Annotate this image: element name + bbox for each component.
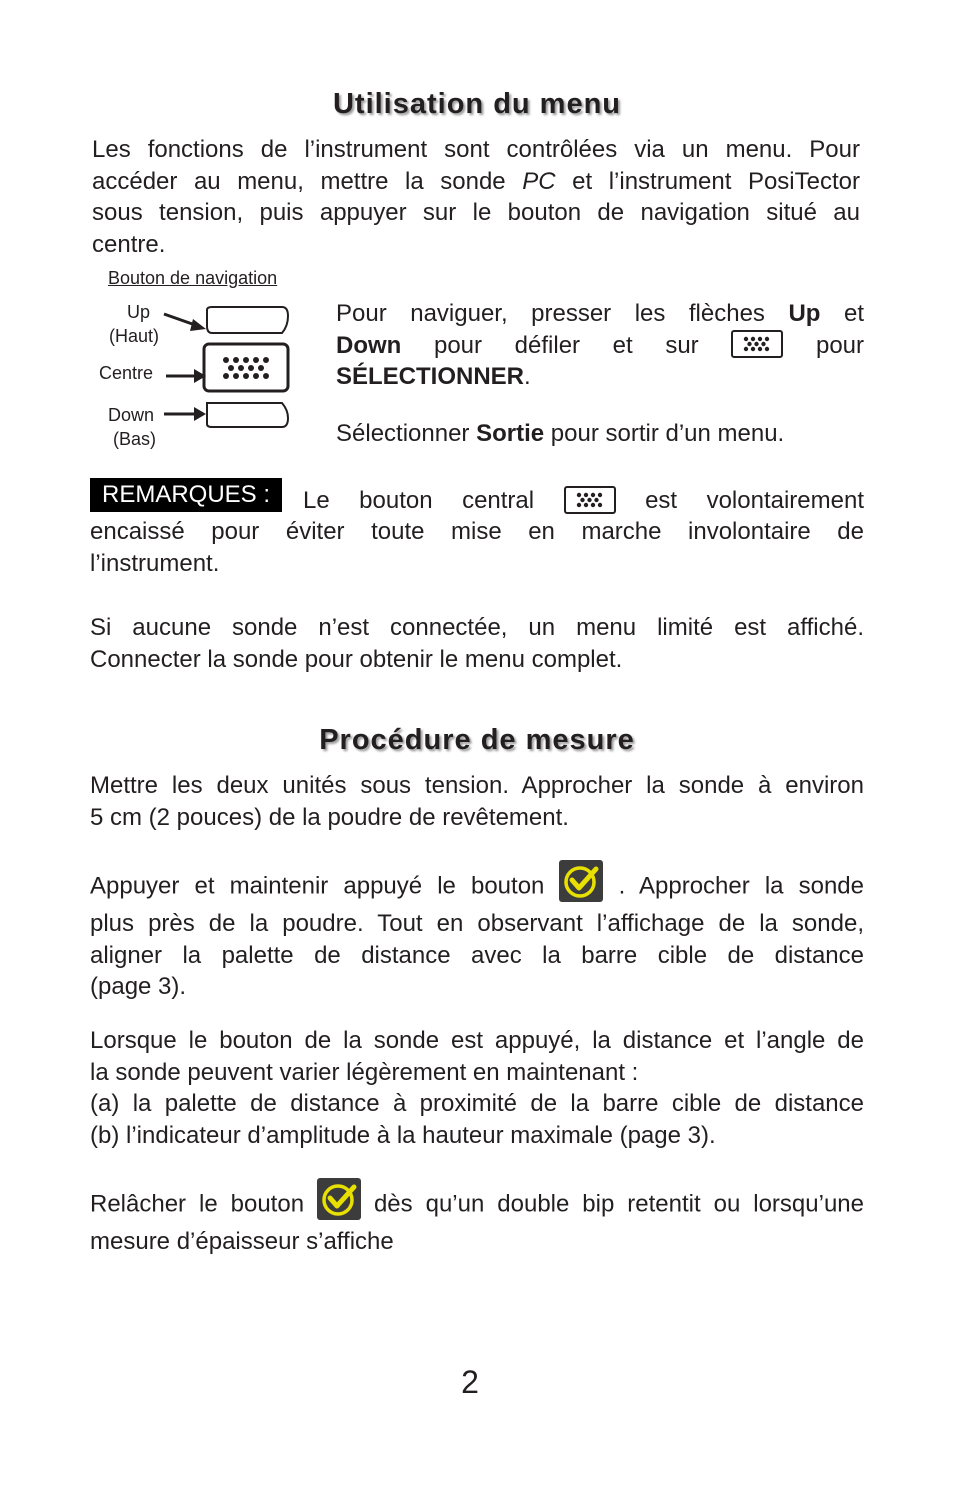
up-button-shape bbox=[207, 307, 288, 333]
nav-line-1: Pour naviguer, presser les flèches Up et bbox=[336, 300, 865, 327]
page-number: 2 bbox=[461, 1364, 479, 1400]
label-up-fr: (Haut) bbox=[109, 326, 160, 346]
intro-line-1: Les fonctions de l’instrument sont contrôlées via un menu. Pour bbox=[92, 136, 860, 163]
nav-line-2: Down pour défiler et sur pour bbox=[336, 331, 865, 359]
notes-line-1: Le bouton central est volontairement bbox=[303, 487, 864, 514]
intro-line-3: sous tension, puis appuyer sur le bouton de navigation situé au bbox=[92, 199, 860, 226]
procedure-paragraph-2: Appuyer et maintenir appuyé le bouton . Approcher la sonde plus près de la poudre. Tout en observant l’affichage de la sonde, aligner la palette de distance avec la barre cible de distance (page 3). bbox=[90, 866, 864, 1003]
section-title-menu: Utilisation du menu bbox=[332, 88, 622, 120]
label-center: Centre bbox=[99, 363, 154, 383]
check-button-icon bbox=[559, 860, 603, 902]
navigation-button-diagram bbox=[160, 300, 295, 435]
p2-line-1: Appuyer et maintenir appuyé le bouton . Approcher la sonde bbox=[90, 866, 864, 908]
intro-line-2: accéder au menu, mettre la sonde PC et l’instrument PosiTector bbox=[92, 167, 860, 195]
label-up: Up bbox=[127, 302, 151, 322]
center-button-shape bbox=[204, 344, 288, 391]
label-down: Down bbox=[108, 405, 155, 425]
procedure-paragraph-4: Relâcher le bouton dès qu’un double bip retentit ou lorsqu’une mesure d’épaisseur s’affiche bbox=[90, 1184, 864, 1258]
intro-paragraph bbox=[92, 134, 860, 260]
probe-note-paragraph: Si aucune sonde n’est connectée, un menu limité est affiché. Connecter la sonde pour obtenir le menu complet. bbox=[90, 614, 864, 673]
check-button-icon-2 bbox=[317, 1178, 361, 1220]
center-button-icon bbox=[564, 486, 616, 514]
procedure-paragraph-1: Mettre les deux unités sous tension. Approcher la sonde à environ 5 cm (2 pouces) de la poudre de revêtement. bbox=[90, 772, 864, 831]
diagram-caption: Bouton de navigation bbox=[108, 268, 278, 288]
navigation-instructions bbox=[336, 298, 864, 393]
select-button-icon bbox=[731, 330, 783, 358]
down-button-shape bbox=[207, 403, 288, 427]
intro-line-4: centre. bbox=[92, 230, 166, 258]
label-down-fr: (Bas) bbox=[113, 429, 157, 449]
notes-paragraph: encaissé pour éviter toute mise en marche involontaire de l’instrument. bbox=[90, 518, 864, 577]
nav-line-3: SÉLECTIONNER. bbox=[336, 363, 531, 390]
p4-line-1: Relâcher le bouton dès qu’un double bip retentit ou lorsqu’une bbox=[90, 1184, 864, 1226]
section-title-procedure: Procédure de mesure bbox=[319, 724, 635, 756]
procedure-paragraph-3: Lorsque le bouton de la sonde est appuyé, la distance et l’angle de la sonde peuvent varier légèrement en maintenant : (a) la palette de distance à proximité de la barre cible de distance (b) l’indicateur d’amplitude à la hauteur maximale (page 3). bbox=[90, 1027, 864, 1149]
exit-instruction: Sélectionner Sortie pour sortir d’un menu. bbox=[336, 420, 785, 447]
remarques-badge: REMARQUES : bbox=[90, 478, 282, 512]
